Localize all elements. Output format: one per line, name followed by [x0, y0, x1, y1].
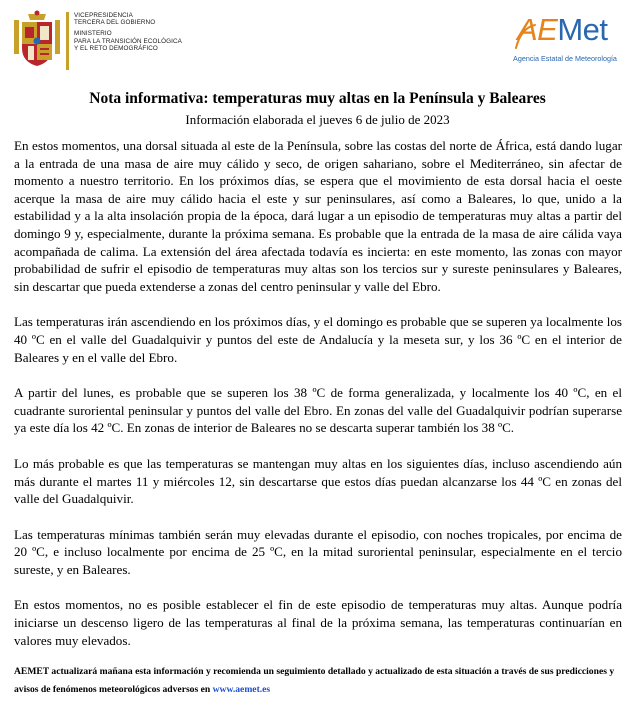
paragraph: En estos momentos, una dorsal situada al este de la Península, sobre las costas del norte de África, está dando lugar a la entrada de una masa de aire muy cálido y seco, de origen sahariano, sobre el Mediterráneo, sin afectar de momento a nuestro territorio. En los próximos días, se espera que el movimiento de esta dorsal hacia el oeste acerque la masa de aire muy cálido hacia el este y sur peninsulares, así como a Baleares, lo que, unido a la estabilidad y a la alta insolación propia de la época, dará lugar a un episodio de temperaturas muy altas a partir del domingo 9 y, especialmente, durante la próxima semana. Es probable que la entrada de la masa de aire cálida vaya acompañada de calima. La extensión del área afectada todavía es incierta: en este momento, las zonas con mayor probabilidad de sufrir el episodio de temperaturas muy altas son los tercios sur y sureste peninsulares y Baleares, sin descartar que pueda extenderse a zonas del centro peninsular y valle del Ebro.: [14, 138, 622, 294]
paragraph: Lo más probable es que las temperaturas se mantengan muy altas en los siguientes días, incluso ascendiendo aún más durante el martes 11 y miércoles 12, sin descartarse que estos días puedan alcanzarse los 44 ºC en zonas del valle del Guadalquivir.: [14, 455, 622, 507]
paragraph: A partir del lunes, es probable que se superen los 38 ºC de forma generalizada, y localmente los 40 ºC, en el cuadrante suroriental peninsular y puntos del valle del Ebro. En zonas del valle del Guadalquivir podrían superarse ya este día los 42 ºC. En zonas de interior de Baleares no se descarta superar también los 38 ºC.: [14, 385, 622, 436]
coat-of-arms-icon: [14, 10, 60, 70]
aemet-wordmark-ae: AE: [517, 12, 558, 47]
document-body: [14, 137, 622, 667]
government-logo-text: [74, 12, 184, 56]
gov-line-1: VICEPRESIDENCIA: [74, 12, 133, 19]
page-header: [0, 0, 635, 80]
paragraph: Las temperaturas irán ascendiendo en los próximos días, y el domingo es probable que se superen ya localmente los 40 ºC en el valle del Guadalquivir y puntos del este de Andalucía y la meseta sur, y los 36 ºC en el interior de Baleares y en el valle del Ebro.: [14, 314, 622, 365]
gov-line-3: MINISTERIO: [74, 30, 112, 38]
paragraph: Las temperaturas mínimas también serán muy elevadas durante el episodio, con noches tropicales, por encima de 20 ºC, e incluso localmente por encima de 25 ºC, en la mitad suroriental peninsular, especialmente en el tercio sureste, y en Baleares.: [14, 526, 622, 577]
gov-line-4: PARA LA TRANSICIÓN ECOLÓGICA: [74, 37, 182, 45]
aemet-wordmark: [517, 10, 608, 50]
aemet-logo: [509, 8, 621, 72]
aemet-subtitle: Agencia Estatal de Meteorología: [513, 54, 617, 63]
document-footer: [14, 663, 622, 699]
gov-line-5: Y EL RETO DEMOGRÁFICO: [74, 44, 158, 52]
gov-line-2: TERCERA DEL GOBIERNO: [74, 19, 156, 27]
government-logo-divider: [66, 12, 69, 70]
aemet-wordmark-met: Met: [557, 12, 608, 47]
government-logo: [14, 10, 182, 72]
document-subtitle: Información elaborada el jueves 6 de julio de 2023: [185, 112, 450, 127]
document-title: Nota informativa: temperaturas muy altas en la Península y Baleares: [89, 90, 546, 107]
paragraph: En estos momentos, no es posible establecer el fin de este episodio de temperaturas muy altas. Aunque podría iniciarse un descenso ligero de las temperaturas al final de la próxima semana, las temperaturas continuarían en valores muy elevados.: [14, 597, 622, 648]
aemet-website-link[interactable]: www.aemet.es: [212, 684, 271, 695]
footer-text: AEMET actualizará mañana esta información y recomienda un seguimiento detallado y actualizado de esta situación a través de sus predicciones y avisos de fenómenos meteorológicos adversos en: [14, 666, 615, 695]
